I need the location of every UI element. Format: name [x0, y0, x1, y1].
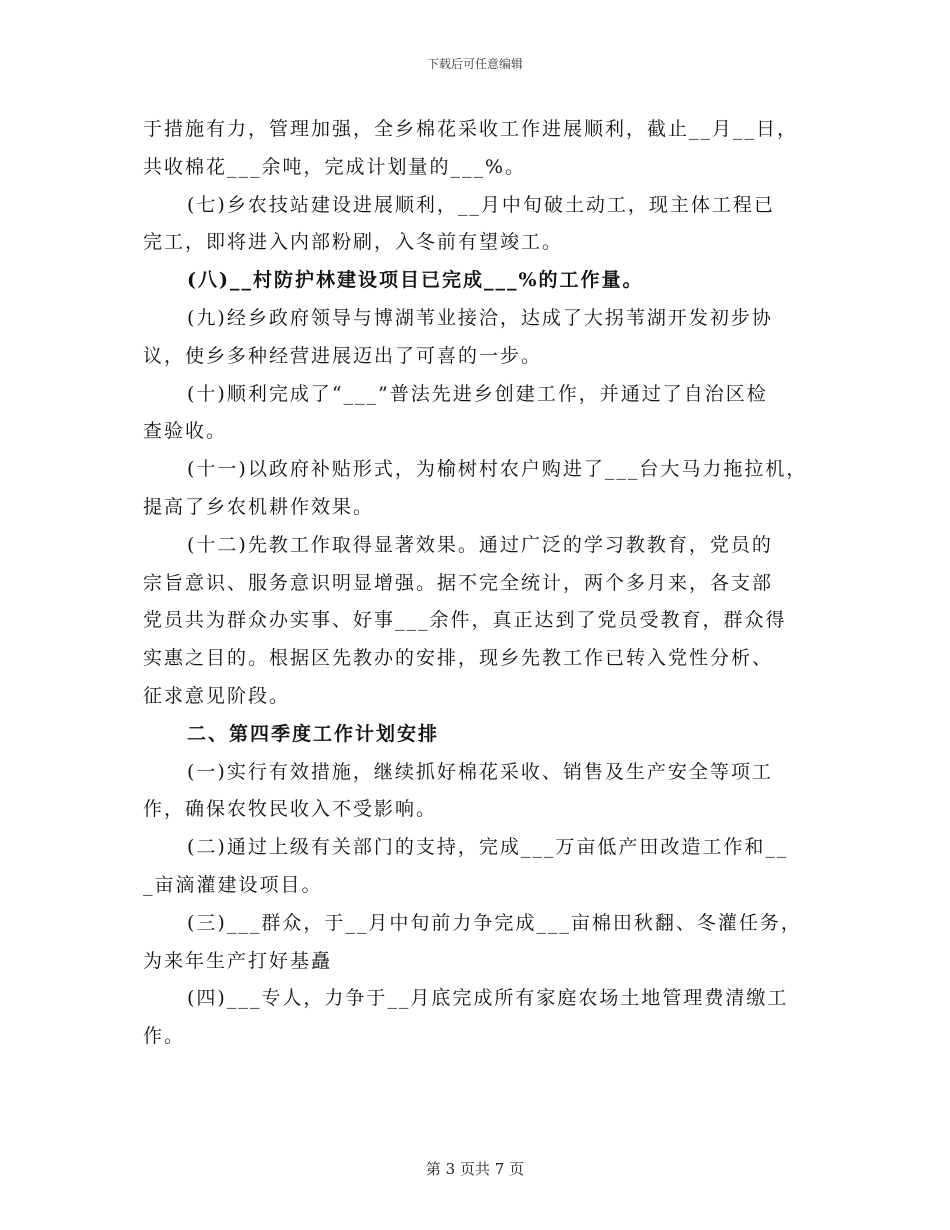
text-line: 共收棉花___余吨，完成计划量的___%。	[143, 155, 527, 178]
text-line: 于措施有力，管理加强，全乡棉花采收工作进展顺利，截止__月__日，	[143, 118, 799, 140]
text-line: 宗旨意识、服务意识明显增强。据不完全统计，两个多月来，各支部	[143, 571, 774, 594]
heading-line: 二、第四季度工作计划安排	[187, 722, 440, 745]
text-line: 作，确保农牧民收入不受影响。	[143, 798, 438, 821]
heading-line: (八)__村防护林建设项目已完成___%的工作量。	[187, 269, 644, 292]
text-line: 提高了乡农机耕作效果。	[143, 495, 375, 518]
text-line: 为来年生产打好基矗	[143, 949, 333, 972]
text-line: 党员共为群众办实事、好事___余件，真正达到了党员受教育，群众得	[143, 609, 787, 632]
text-line: 议，使乡多种经营进展迈出了可喜的一步。	[143, 344, 543, 367]
text-line: 征求意见阶段。	[143, 684, 291, 707]
text-line: (一)实行有效措施，继续抓好棉花采收、销售及生产安全等项工	[187, 760, 773, 783]
text-line: 实惠之目的。根据区先教办的安排，现乡先教工作已转入党性分析、	[143, 647, 774, 670]
text-line: 完工，即将进入内部粉刷，入冬前有望竣工。	[143, 231, 564, 254]
text-line: 作。	[143, 1025, 186, 1048]
text-line: (十)顺利完成了“___”普法先进乡创建工作，并通过了自治区检	[187, 382, 768, 405]
text-line: (四)___专人，力争于__月底完成所有家庭农场土地管理费清缴工	[187, 987, 789, 1010]
text-line: (二)通过上级有关部门的支持，完成___万亩低产田改造工作和__	[187, 836, 789, 859]
text-line: 查验收。	[143, 420, 228, 443]
text-line: _亩滴灌建设项目。	[143, 873, 323, 896]
text-line: (七)乡农技站建设进展顺利，__月中旬破土动工，现主体工程已	[187, 193, 775, 216]
text-line: (三)___群众，于__月中旬前力争完成___亩棉田秋翻、冬灌任务，	[187, 911, 802, 934]
text-line: (十二)先教工作取得显著效果。通过广泛的学习教教育，党员的	[187, 533, 773, 556]
page-footer: 第 3 页共 7 页	[425, 1160, 525, 1178]
document-body	[143, 111, 813, 1056]
text-line: (九)经乡政府领导与博湖苇业接洽，达成了大拐苇湖开发初步协	[187, 306, 773, 329]
page-header: 下载后可任意编辑	[426, 57, 523, 71]
text-line: (十一)以政府补贴形式，为榆树村农户购进了___台大马力拖拉机，	[187, 458, 808, 481]
